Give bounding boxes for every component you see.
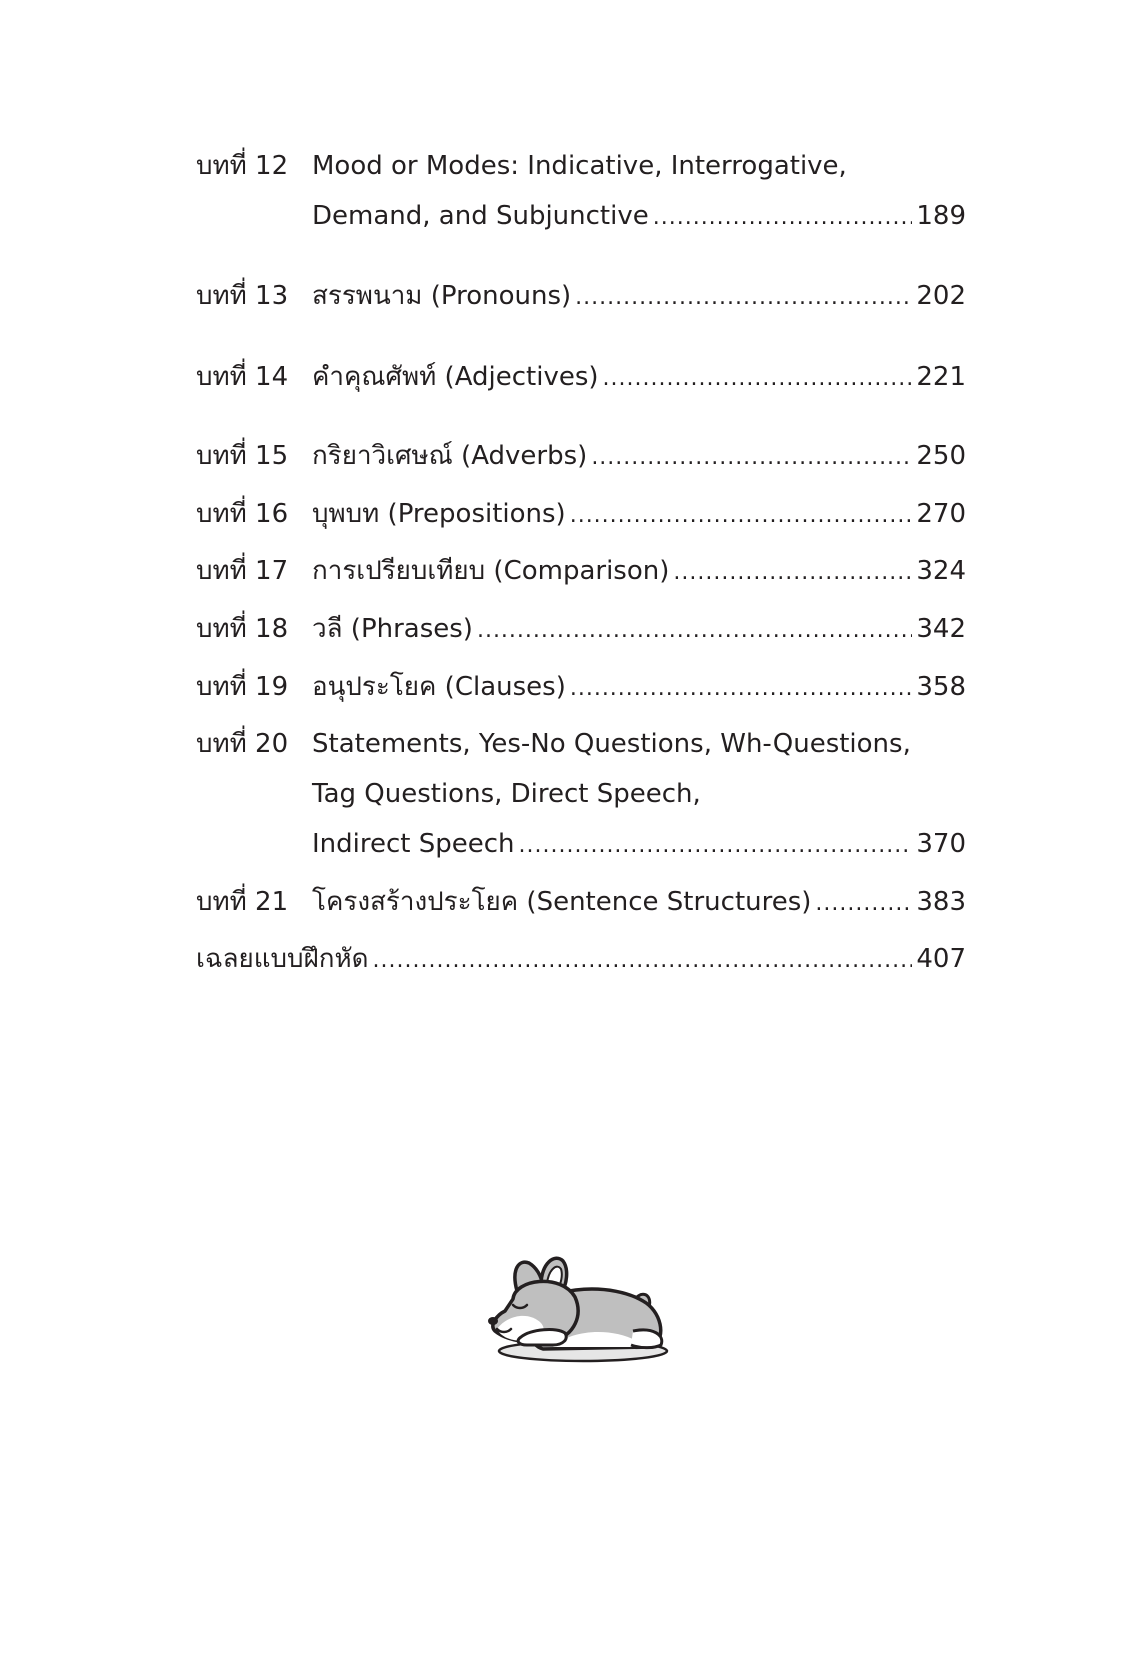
chapter-title-line: Mood or Modes: Indicative, Interrogative, [312,151,847,181]
page-number: 202 [916,281,966,311]
sleeping-corgi-icon [483,1253,679,1375]
chapter-number: บทที่ 17 [196,556,289,586]
leader-dots [373,939,913,983]
chapter-number: บทที่ 12 [196,151,289,181]
page-number: 383 [916,887,966,917]
chapter-number: บทที่ 14 [196,362,289,392]
leader-dots [519,824,913,868]
page-number: 221 [916,362,966,392]
chapter-title: วลี (Phrases) [312,614,473,644]
chapter-number: บทที่ 16 [196,499,289,529]
toc-entry-answers[interactable] [196,937,966,981]
toc-entry-16[interactable] [196,492,966,536]
page-number: 270 [916,499,966,529]
chapter-title: คำคุณศัพท์ (Adjectives) [312,362,599,392]
leader-dots [673,551,912,595]
page-number: 370 [916,829,966,859]
chapter-number: บทที่ 18 [196,614,289,644]
toc-entry-17[interactable] [196,549,966,593]
page-number: 342 [916,614,966,644]
leader-dots [477,609,912,653]
page-number: 407 [916,944,966,974]
chapter-title: บุพบท (Prepositions) [312,499,566,529]
chapter-number: บทที่ 15 [196,441,289,471]
chapter-title-line: Statements, Yes-No Questions, Wh-Questions, [312,729,911,759]
chapter-title: การเปรียบเทียบ (Comparison) [312,556,670,586]
toc-entry-18[interactable] [196,607,966,651]
chapter-number: บทที่ 19 [196,672,289,702]
chapter-title: กริยาวิเศษณ์ (Adverbs) [312,441,588,471]
page-number: 358 [916,672,966,702]
chapter-title: Demand, and Subjunctive [312,201,649,231]
chapter-number: บทที่ 21 [196,887,289,917]
chapter-title: เฉลยแบบฝึกหัด [196,944,369,974]
leader-dots [591,436,912,480]
chapter-title-line: Tag Questions, Direct Speech, [312,779,701,809]
leader-dots [575,276,912,320]
toc-entry-13[interactable] [196,274,966,318]
toc-entry-20-line-1 [196,722,966,766]
leader-dots [603,357,913,401]
toc-entry-15[interactable] [196,434,966,478]
page-number: 250 [916,441,966,471]
chapter-title: Indirect Speech [312,829,515,859]
leader-dots [570,667,913,711]
toc-entry-19[interactable] [196,665,966,709]
toc-entry-20[interactable] [196,822,966,866]
toc-entry-14[interactable] [196,355,966,399]
chapter-title: โครงสร้างประโยค (Sentence Structures) [312,887,812,917]
page-number: 189 [916,201,966,231]
leader-dots [653,196,913,240]
chapter-number: บทที่ 20 [196,729,289,759]
chapter-number: บทที่ 13 [196,281,289,311]
chapter-title: สรรพนาม (Pronouns) [312,281,572,311]
toc-entry-20-line-2 [196,772,966,816]
toc-entry-12[interactable] [196,194,966,238]
chapter-title: อนุประโยค (Clauses) [312,672,566,702]
toc-entry-12-line-1 [196,144,966,188]
leader-dots [570,494,913,538]
toc-entry-21[interactable] [196,880,966,924]
page-number: 324 [916,556,966,586]
leader-dots [815,882,912,926]
